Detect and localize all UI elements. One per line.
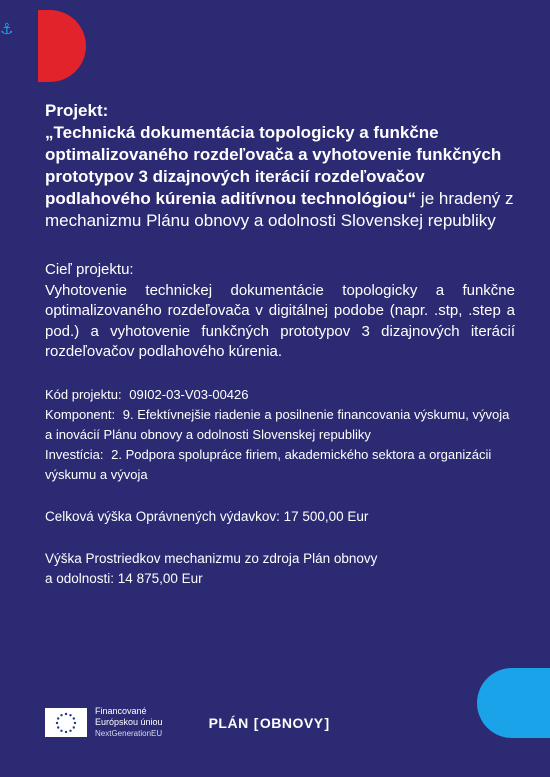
- investment-label: Investícia:: [45, 446, 104, 462]
- project-block: [45, 100, 515, 232]
- rrf-amount-line1: Výška Prostriedkov mechanizmu zo zdroja Plán obnovy: [45, 550, 378, 566]
- eu-line-2: Európskou úniou: [95, 717, 163, 727]
- eu-line-1: Financované: [95, 706, 147, 716]
- project-description: [45, 122, 515, 232]
- eu-line-3: NextGenerationEU: [95, 729, 163, 738]
- eu-text: [95, 706, 163, 739]
- content: [45, 100, 515, 589]
- plan-word-2: OBNOVY: [259, 714, 324, 731]
- plan-bracket-close: ]: [324, 714, 330, 731]
- rrf-amount-line2: a odolnosti: 14 875,00 Eur: [45, 570, 203, 586]
- project-label: Projekt:: [45, 101, 109, 120]
- eu-logo: [45, 706, 163, 739]
- red-d-shape: [38, 10, 86, 82]
- goal-block: [45, 260, 515, 363]
- info-block: [45, 385, 515, 485]
- investment-value: 2. Podpora spolupráce firiem, akademického sektora a organizácii výskumu a vývoja: [45, 446, 492, 482]
- goal-label: Cieľ projektu:: [45, 261, 134, 278]
- component-value: 9. Efektívnejšie riadenie a posilnenie financovania výskumu, vývoja a inovácií Plánu obnovy a odolnosti Slovenskej republiky: [45, 406, 510, 442]
- goal-text: Vyhotovenie technickej dokumentácie topologicky a funkčne optimalizovaného rozdeľovača v digitálnej podobe (napr. .stp, .step a pod.) a vyhotovenie funkčných prototypov 3 dizajnových iterácií rozdeľovačov podlahového kúrenia.: [45, 281, 515, 360]
- project-code-label: Kód projektu:: [45, 386, 122, 402]
- investment-row: [45, 445, 515, 485]
- project-code-value: 09I02-03-V03-00426: [129, 386, 249, 402]
- component-row: [45, 405, 515, 445]
- project-code-row: [45, 385, 515, 405]
- plan-word: PLÁN: [208, 714, 249, 731]
- component-label: Komponent:: [45, 406, 116, 422]
- plan-obnovy-logo: [209, 715, 331, 731]
- rrf-amount: [45, 549, 515, 589]
- anchor-icon: ⚓: [0, 21, 14, 38]
- plan-bracket-open: [: [253, 714, 259, 731]
- footer-logos: [45, 706, 331, 739]
- blue-half-circle-shape: [477, 668, 550, 738]
- project-title: „Technická dokumentácia topologicky a funkčne optimalizovaného rozdeľovača a vyhotovenie funkčných prototypov 3 dizajnových iterácií rozdeľovačov podlahového kúrenia aditívnou technológiou“: [45, 123, 502, 208]
- total-expenses: Celková výška Oprávnených výdavkov: 17 500,00 Eur: [45, 508, 369, 524]
- eu-flag-icon: [45, 708, 87, 737]
- project-funding-note: je hradený z mechanizmu Plánu obnovy a odolnosti Slovenskej republiky: [45, 189, 514, 230]
